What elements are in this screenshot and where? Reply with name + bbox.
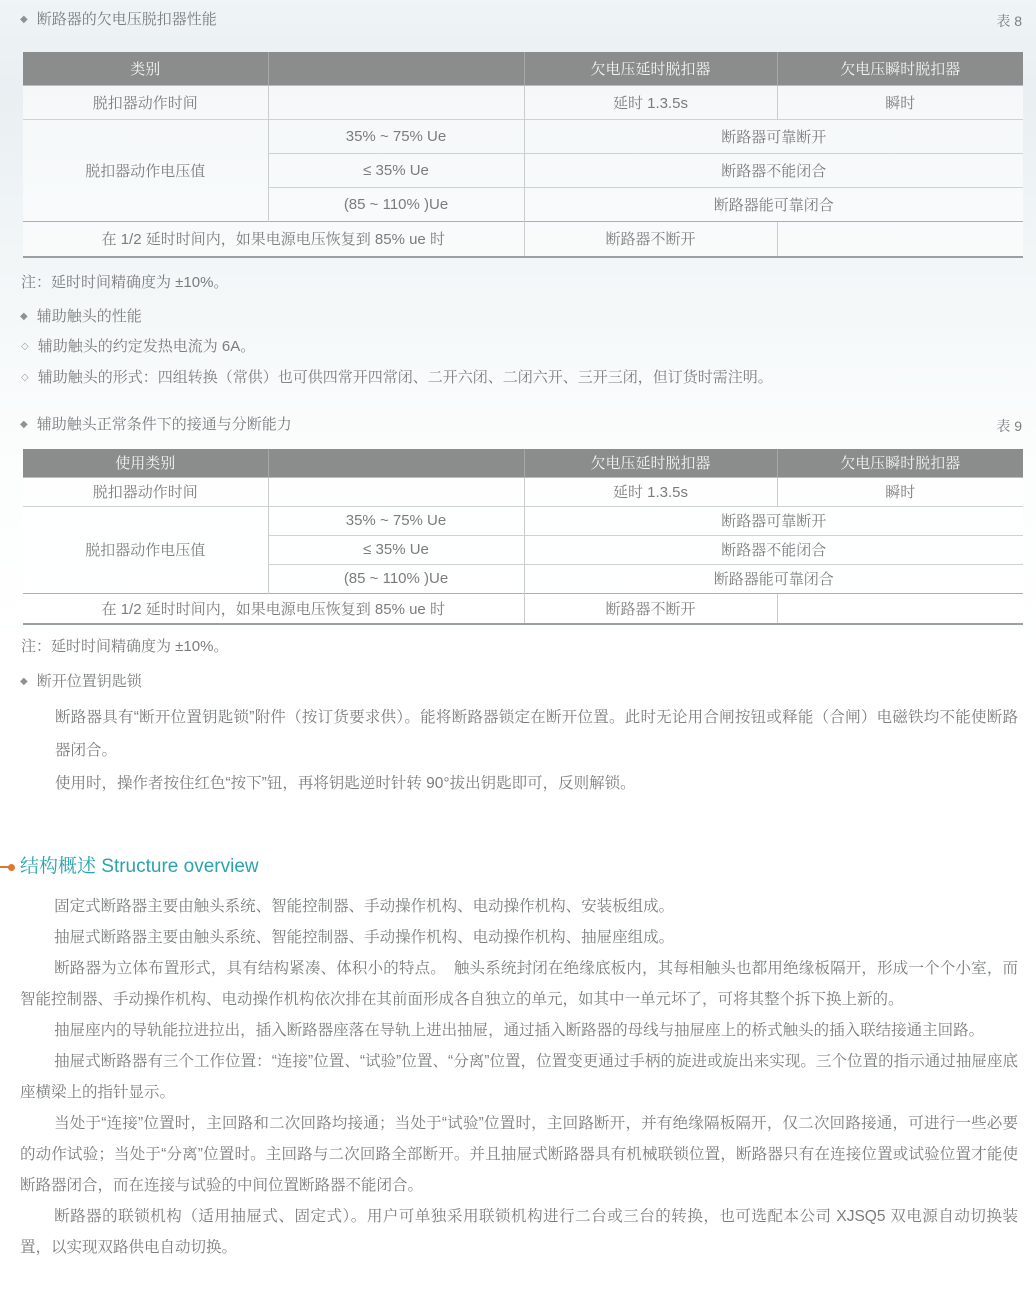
cell-voltage-result: 断路器能可靠闭合 [524, 187, 1023, 221]
cell-delay-value: 延时 1.3.5s [524, 477, 777, 506]
cell-recover-label: 在 1/2 延时时间内，如果电源电压恢复到 85% ue 时 [23, 221, 524, 257]
table-row-action-time [23, 85, 1023, 119]
cell-voltage-range: ≤ 35% Ue [268, 535, 524, 564]
cell-voltage-range: (85 ~ 110% )Ue [268, 187, 524, 221]
table8-caption-row [20, 0, 1022, 30]
cell-voltage-result: 断路器不能闭合 [524, 153, 1023, 187]
col-header-blank [268, 52, 524, 85]
cell-voltage-result: 断路器可靠断开 [524, 119, 1023, 153]
table-row-recover [23, 593, 1023, 624]
structure-paragraph: 抽屉式断路器有三个工作位置：“连接”位置、“试验”位置、“分离”位置，位置变更通过手柄的旋进或旋出来实现。三个位置的指示通过抽屉座底座横梁上的指针显示。 [20, 1053, 1018, 1101]
cell-voltage-result: 断路器不能闭合 [524, 535, 1023, 564]
col-header-delay-release: 欠电压延时脱扣器 [524, 52, 777, 85]
hollow-diamond-bullet-icon: ◇ [21, 341, 29, 352]
col-header-category: 类别 [23, 52, 268, 85]
table-header-row [23, 52, 1023, 85]
aux-item [21, 337, 1016, 357]
col-header-usage-category: 使用类别 [23, 449, 268, 477]
table9-caption-row [20, 414, 1022, 435]
cell-voltage-label: 脱扣器动作电压值 [23, 506, 268, 593]
cell-blank [268, 85, 524, 119]
cell-instant-value: 瞬时 [777, 85, 1023, 119]
table-row-voltage-1 [23, 506, 1023, 535]
structure-overview-title: 结构概述 Structure overview [20, 856, 259, 877]
cell-recover-result: 断路器不断开 [524, 593, 777, 624]
hollow-diamond-bullet-icon: ◇ [21, 372, 29, 383]
col-header-instant-release: 欠电压瞬时脱扣器 [777, 449, 1023, 477]
structure-paragraph: 抽屉座内的导轨能拉进拉出，插入断路器座落在导轨上进出抽屉，通过插入断路器的母线与抽屉座上的桥式触头的插入联结接通主回路。 [54, 1022, 985, 1039]
orange-bullet-icon [0, 864, 16, 871]
structure-paragraph: 固定式断路器主要由触头系统、智能控制器、手动操作机构、电动操作机构、安装板组成。 [54, 898, 675, 915]
cell-voltage-range: (85 ~ 110% )Ue [268, 564, 524, 593]
aux-item-text: 辅助触头的约定发热电流为 6A。 [37, 338, 256, 355]
structure-paragraph: 断路器的联锁机构（适用抽屉式、固定式）。用户可单独采用联锁机构进行二台或三台的转换，也可选配本公司 XJSQ5 双电源自动切换装置，以实现双路供电自动切换。 [20, 1208, 1018, 1256]
structure-paragraph: 抽屉式断路器主要由触头系统、智能控制器、手动操作机构、电动操作机构、抽屉座组成。 [54, 929, 675, 946]
table8-caption: 表 8 [996, 13, 1022, 29]
undervoltage-release-table [23, 52, 1023, 258]
aux-item [21, 368, 1016, 388]
cell-voltage-range: ≤ 35% Ue [268, 153, 524, 187]
diamond-bullet-icon: ◆ [20, 419, 28, 430]
diamond-bullet-icon: ◆ [20, 311, 28, 322]
cell-action-time-label: 脱扣器动作时间 [23, 85, 268, 119]
structure-paragraph: 当处于“连接”位置时，主回路和二次回路均接通；当处于“试验”位置时，主回路断开，并有绝缘隔板隔开，仅二次回路接通，可进行一些必要的动作试验；当处于“分离”位置时。主回路与二次回路全部断开。并且抽屉式断路器具有机械联锁位置，断路器只有在连接位置或试验位置才能使断路器闭合，而在连接与试验的中间位置断路器不能闭合。 [20, 1115, 1018, 1194]
cell-delay-value: 延时 1.3.5s [524, 85, 777, 119]
aux-contact-capacity-table [23, 449, 1023, 625]
table8-note: 注：延时时间精确度为 ±10%。 [21, 274, 229, 291]
cell-recover-result: 断路器不断开 [524, 221, 777, 257]
diamond-bullet-icon: ◆ [20, 14, 28, 25]
cell-blank [777, 221, 1023, 257]
structure-overview-heading-row [0, 855, 1016, 879]
table-row-action-time [23, 477, 1023, 506]
aux-item-text: 辅助触头的形式：四组转换（常供）也可供四常开四常闭、二开六闭、二闭六开、三开三闭，但订货时需注明。 [37, 369, 773, 386]
structure-paragraph: 断路器为立体布置形式，具有结构紧凑、体积小的特点。 触头系统封闭在绝缘底板内，其每相触头也都用绝缘板隔开，形成一个个小室，而智能控制器、手动操作机构、电动操作机构依次排在其前面形成各自独立的单元，如其中一单元坏了，可将其整个拆下换上新的。 [20, 960, 1018, 1008]
cell-voltage-result: 断路器能可靠闭合 [524, 564, 1023, 593]
keylock-paragraph: 断路器具有“断开位置钥匙锁”附件（按订货要求供）。能将断路器锁定在断开位置。此时无论用合闸按钮或释能（合闸）电磁铁均不能使断路器闭合。 [55, 709, 1018, 759]
cell-voltage-range: 35% ~ 75% Ue [268, 506, 524, 535]
diamond-bullet-icon: ◆ [20, 676, 28, 687]
cell-blank [268, 477, 524, 506]
cell-voltage-range: 35% ~ 75% Ue [268, 119, 524, 153]
cell-recover-label: 在 1/2 延时时间内，如果电源电压恢复到 85% ue 时 [23, 593, 524, 624]
table-row-recover [23, 221, 1023, 257]
col-header-blank [268, 449, 524, 477]
aux-heading: 辅助触头的性能 [36, 308, 142, 325]
table9-section-heading [20, 414, 292, 435]
col-header-instant-release: 欠电压瞬时脱扣器 [777, 52, 1023, 85]
table9-section-title: 辅助触头正常条件下的接通与分断能力 [36, 416, 292, 433]
cell-action-time-label: 脱扣器动作时间 [23, 477, 268, 506]
col-header-delay-release: 欠电压延时脱扣器 [524, 449, 777, 477]
table8-section-heading [20, 9, 217, 30]
cell-blank [777, 593, 1023, 624]
cell-instant-value: 瞬时 [777, 477, 1023, 506]
cell-voltage-label: 脱扣器动作电压值 [23, 119, 268, 221]
keylock-heading-row [20, 671, 1016, 692]
keylock-paragraph: 使用时，操作者按住红色“按下”钮，再将钥匙逆时针转 90°拔出钥匙即可，反则解锁。 [55, 775, 636, 792]
table9-caption: 表 9 [996, 418, 1022, 434]
table8-section-title: 断路器的欠电压脱扣器性能 [36, 11, 217, 28]
cell-voltage-result: 断路器可靠断开 [524, 506, 1023, 535]
table9-note: 注：延时时间精确度为 ±10%。 [21, 638, 229, 655]
keylock-heading: 断开位置钥匙锁 [36, 673, 142, 690]
aux-heading-row [20, 306, 1016, 327]
table-header-row [23, 449, 1023, 477]
table-row-voltage-1 [23, 119, 1023, 153]
